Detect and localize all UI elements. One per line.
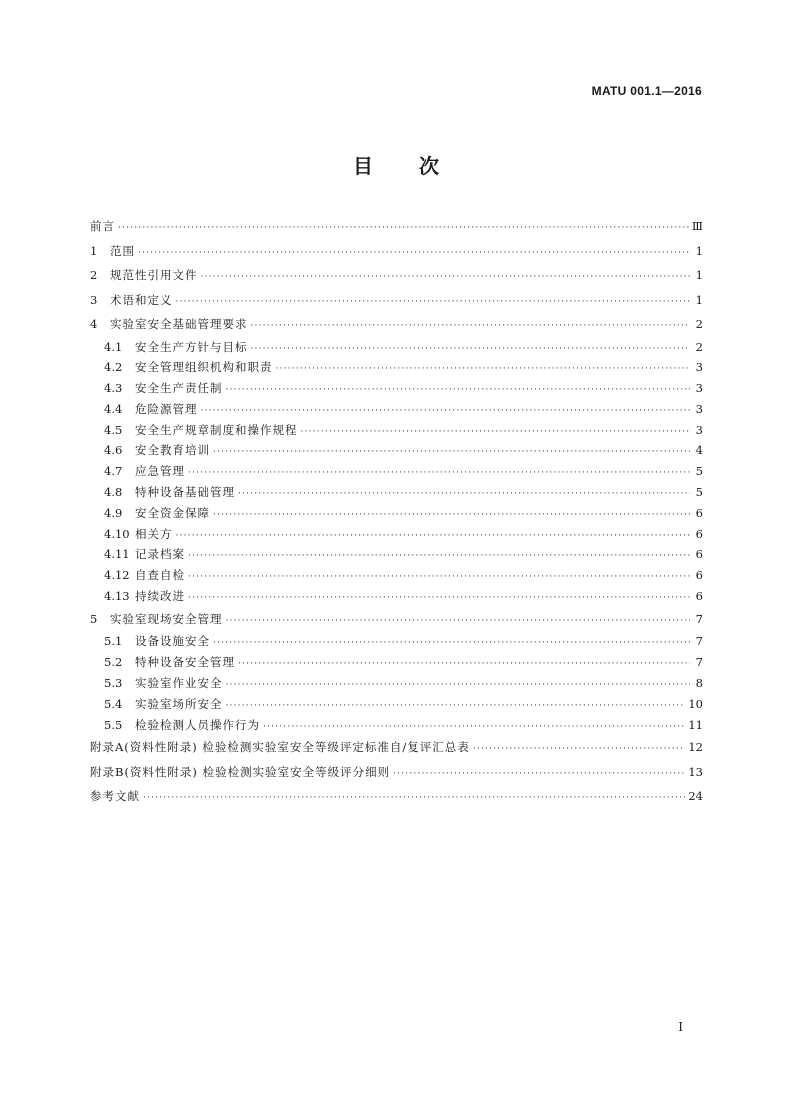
dot-leader — [226, 696, 686, 717]
dot-leader — [176, 526, 691, 547]
toc-entry-number: 5.4 — [104, 696, 123, 711]
dot-leader — [201, 265, 691, 290]
toc-entry-number: 4.7 — [104, 464, 123, 479]
toc-entry-label: 特种设备安全管理 — [135, 655, 235, 670]
toc-entry-number: 4.6 — [104, 443, 123, 458]
dot-leader — [238, 654, 690, 675]
dot-leader — [301, 422, 691, 443]
toc-entry[interactable] — [90, 565, 703, 586]
toc-entry[interactable] — [90, 239, 703, 264]
toc-entry-page: 3 — [695, 401, 703, 416]
toc-entry-page: 7 — [695, 655, 703, 670]
toc-entry-page: 6 — [695, 547, 703, 562]
toc-entry[interactable] — [90, 586, 703, 607]
toc-entry-label: 检验检测人员操作行为 — [135, 717, 260, 732]
toc-entry[interactable] — [90, 440, 703, 461]
toc-entry-page: 2 — [695, 317, 703, 331]
toc-entry[interactable] — [90, 337, 703, 358]
toc-entry-label: 安全教育培训 — [135, 443, 210, 458]
toc-entry-label: 危险源管理 — [135, 401, 198, 416]
toc-entry-page: 24 — [688, 789, 703, 804]
dot-leader — [263, 717, 685, 738]
dot-leader — [226, 675, 691, 696]
toc-entry-label: 特种设备基础管理 — [135, 485, 235, 500]
toc-entry-number: 5.1 — [104, 634, 123, 649]
toc-entry-page: 6 — [695, 589, 703, 604]
toc-entry[interactable] — [90, 673, 703, 694]
dot-leader — [143, 786, 685, 811]
toc-entry[interactable] — [90, 524, 703, 545]
toc-entry-label: 安全管理组织机构和职责 — [135, 360, 273, 375]
dot-leader — [188, 567, 690, 588]
dot-leader — [188, 588, 690, 609]
toc-entry[interactable] — [90, 503, 703, 524]
dot-leader — [473, 737, 686, 762]
toc-entry-label: 安全资金保障 — [135, 505, 210, 520]
dot-leader — [213, 633, 690, 654]
toc-entry-label: 实验室作业安全 — [135, 675, 223, 690]
toc-entry-label: 前言 — [90, 219, 115, 233]
toc-entry[interactable] — [90, 357, 703, 378]
toc-entry-label: 相关方 — [135, 526, 173, 541]
toc-entry-page: 5 — [695, 464, 703, 479]
toc-entry-page: 6 — [695, 568, 703, 583]
toc-entry[interactable] — [90, 631, 703, 652]
document-code: MATU 001.1—2016 — [591, 84, 702, 98]
toc-entry-page: 3 — [695, 381, 703, 396]
dot-leader — [276, 359, 691, 380]
toc-entry-number: 3 — [90, 292, 98, 307]
toc-entry-page: 2 — [695, 339, 703, 354]
toc-entry[interactable] — [90, 263, 703, 288]
toc-entry-page: 8 — [695, 675, 703, 690]
toc-entry-label: 安全生产责任制 — [135, 381, 223, 396]
toc-entry-label: 范围 — [110, 243, 135, 258]
dot-leader — [393, 762, 685, 787]
toc-entry-page: 4 — [695, 443, 703, 458]
toc-entry-page: 7 — [695, 611, 703, 626]
dot-leader — [118, 216, 689, 241]
toc-entry-label: 参考文献 — [90, 789, 140, 804]
toc-entry-page: 6 — [695, 526, 703, 541]
toc-entry[interactable] — [90, 607, 703, 632]
dot-leader — [201, 401, 691, 422]
dot-leader — [238, 484, 690, 505]
toc-entry-number: 4.13 — [104, 589, 130, 604]
toc-entry[interactable] — [90, 652, 703, 673]
dot-leader — [226, 380, 691, 401]
dot-leader — [213, 442, 690, 463]
toc-entry-label: 实验室安全基础管理要求 — [110, 317, 248, 331]
dot-leader — [188, 463, 690, 484]
toc-entry[interactable] — [90, 482, 703, 503]
toc-entry[interactable] — [90, 312, 703, 337]
dot-leader — [226, 609, 691, 634]
toc-entry-label: 附录B(资料性附录) 检验检测实验室安全等级评分细则 — [90, 764, 391, 779]
toc-entry-page: 5 — [695, 485, 703, 500]
toc-entry[interactable] — [90, 715, 703, 736]
toc-entry-page: 7 — [695, 634, 703, 649]
toc-entry-label: 安全生产方针与目标 — [135, 339, 248, 354]
dot-leader — [188, 546, 690, 567]
toc-entry-number: 5.3 — [104, 675, 123, 690]
toc-entry-label: 实验室现场安全管理 — [110, 611, 223, 626]
toc-entry-label: 安全生产规章制度和操作规程 — [135, 422, 298, 437]
page-title — [0, 150, 792, 179]
toc-entry-page: 3 — [695, 360, 703, 375]
toc-entry-label: 附录A(资料性附录) 检验检测实验室安全等级评定标准自/复评汇总表 — [90, 740, 470, 755]
toc-entry-label: 自查自检 — [135, 568, 185, 583]
title-char-2: 次 — [419, 154, 439, 178]
toc-entry-number: 5 — [90, 611, 98, 626]
toc-entry-label: 设备设施安全 — [135, 634, 210, 649]
toc-entry-label: 记录档案 — [135, 547, 185, 562]
toc-entry-number: 5.2 — [104, 655, 123, 670]
toc-entry-page: 1 — [695, 268, 703, 282]
toc-entry-label: 术语和定义 — [110, 292, 173, 307]
toc-entry-page: 12 — [688, 740, 703, 755]
toc-entry-page: 6 — [695, 505, 703, 520]
toc-entry-number: 4.9 — [104, 505, 123, 520]
toc-entry-page: 3 — [695, 422, 703, 437]
toc-entry-page: 1 — [695, 292, 703, 307]
toc-entry-number: 5.5 — [104, 717, 123, 732]
page-number: I — [678, 1020, 683, 1034]
toc-entry-number: 4.5 — [104, 422, 123, 437]
toc-entry[interactable] — [90, 378, 703, 399]
toc-entry[interactable] — [90, 784, 703, 809]
toc-entry[interactable] — [90, 461, 703, 482]
toc-entry[interactable] — [90, 288, 703, 313]
toc-entry[interactable] — [90, 760, 703, 785]
table-of-contents — [90, 214, 703, 809]
toc-entry-label: 规范性引用文件 — [110, 268, 198, 282]
toc-entry-number: 4.12 — [104, 568, 130, 583]
toc-entry-label: 持续改进 — [135, 589, 185, 604]
toc-entry[interactable] — [90, 214, 703, 239]
toc-entry[interactable] — [90, 735, 703, 760]
toc-entry-number: 4.3 — [104, 381, 123, 396]
toc-entry-number: 4.2 — [104, 360, 123, 375]
title-char-1: 目 — [353, 154, 373, 178]
toc-entry-page: 1 — [695, 243, 703, 258]
dot-leader — [251, 314, 691, 339]
dot-leader — [251, 339, 691, 360]
toc-entry-number: 4.10 — [104, 526, 130, 541]
toc-entry-label: 实验室场所安全 — [135, 696, 223, 711]
toc-entry-number: 1 — [90, 243, 98, 258]
toc-entry-number: 4.1 — [104, 339, 123, 354]
dot-leader — [138, 241, 690, 266]
toc-entry-number: 2 — [90, 268, 98, 282]
dot-leader — [213, 505, 690, 526]
toc-entry-number: 4.4 — [104, 401, 123, 416]
toc-entry[interactable] — [90, 399, 703, 420]
toc-entry[interactable] — [90, 694, 703, 715]
toc-entry-number: 4.8 — [104, 485, 123, 500]
toc-entry[interactable] — [90, 544, 703, 565]
toc-entry-page: 11 — [688, 717, 703, 732]
toc-entry-page: 10 — [688, 696, 703, 711]
dot-leader — [176, 290, 691, 315]
toc-entry-page: Ⅲ — [691, 219, 703, 233]
toc-entry-number: 4 — [90, 317, 98, 331]
toc-entry-label: 应急管理 — [135, 464, 185, 479]
toc-entry-number: 4.11 — [104, 547, 130, 562]
toc-entry[interactable] — [90, 420, 703, 441]
toc-entry-page: 13 — [688, 764, 703, 779]
